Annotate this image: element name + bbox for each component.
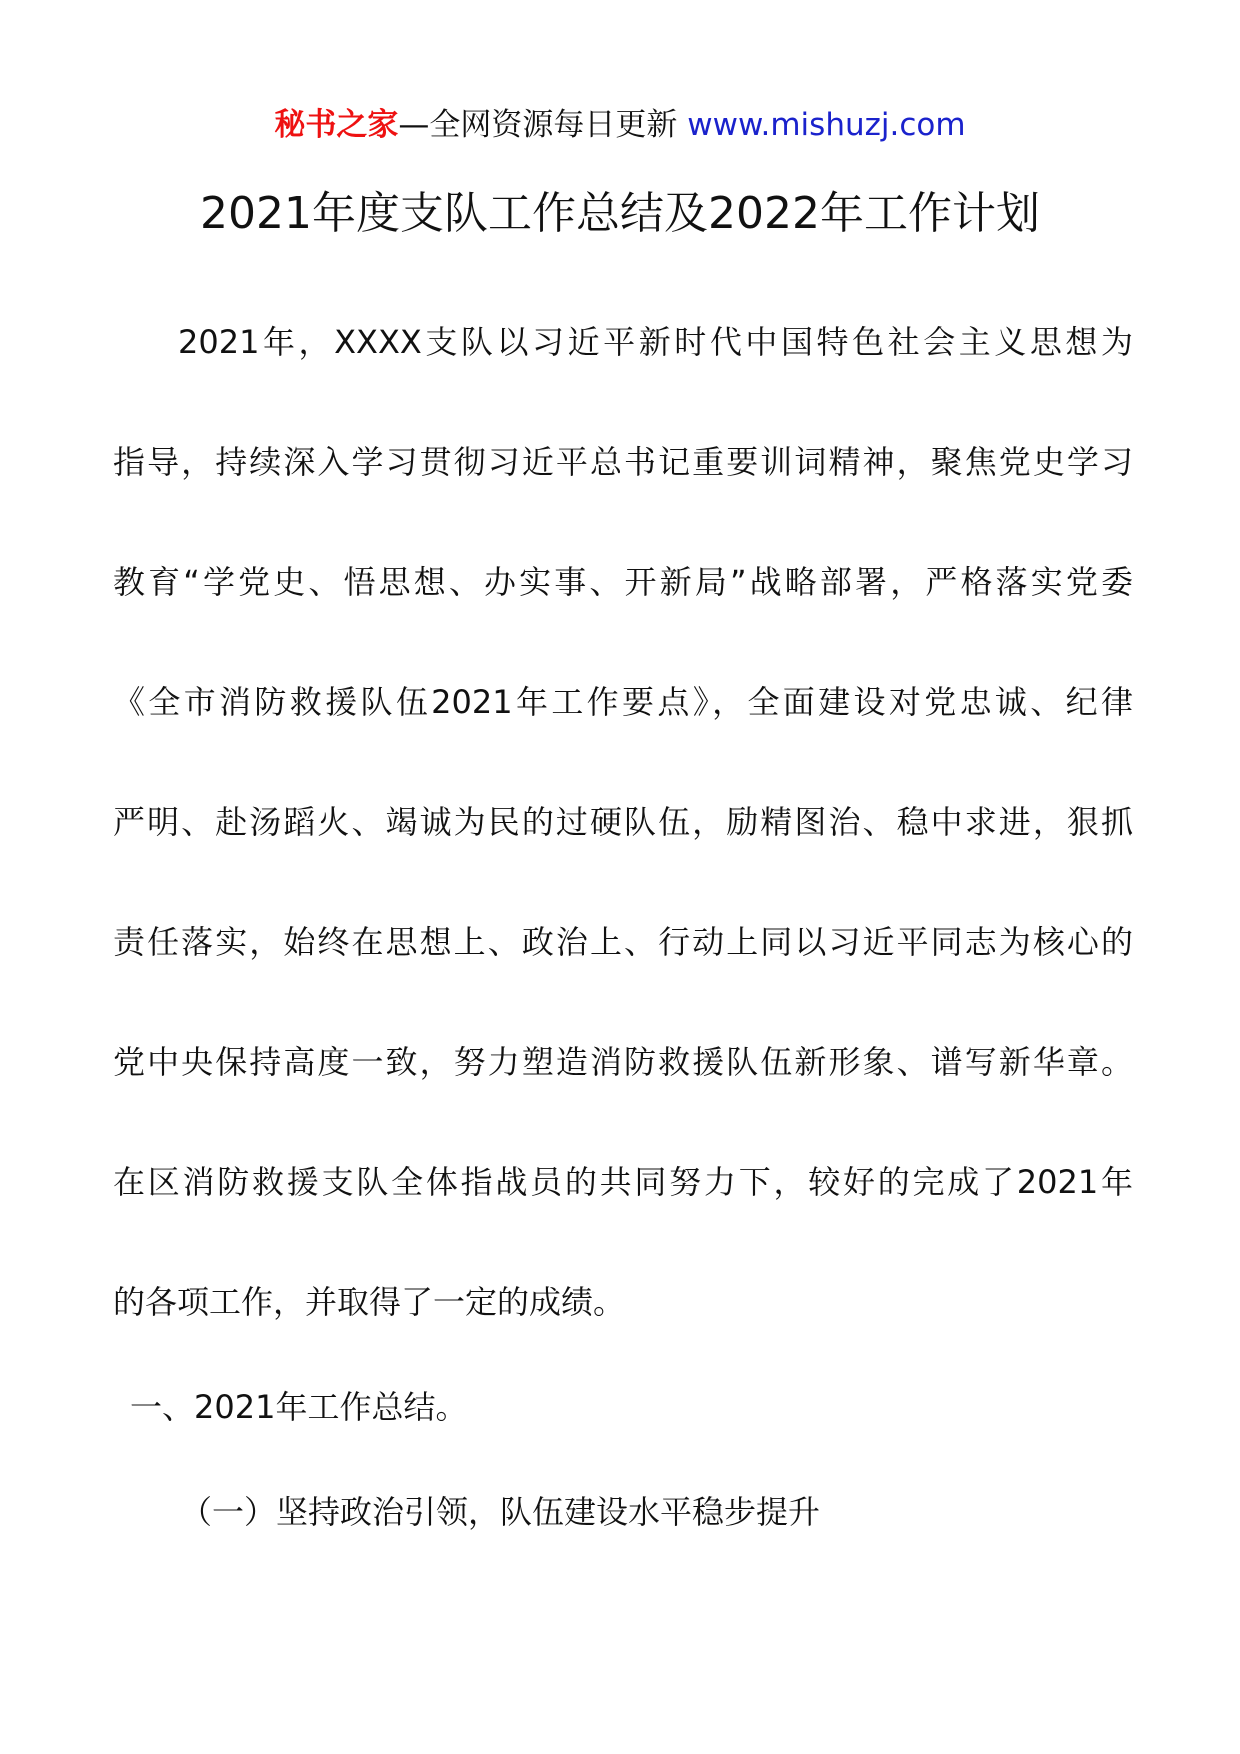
section-heading: 一、2021年工作总结。: [130, 1388, 468, 1426]
paragraph-line: 《全市消防救援队伍2021年工作要点》，全面建设对党忠诚、纪律: [113, 683, 1133, 721]
site-header: [0, 103, 1240, 147]
paragraph-line: 指导，持续深入学习贯彻习近平总书记重要训词精神，聚焦党史学习: [113, 443, 1133, 481]
paragraph-line: 在区消防救援支队全体指战员的共同努力下，较好的完成了2021年: [113, 1163, 1133, 1201]
paragraph-line: 党中央保持高度一致，努力塑造消防救援队伍新形象、谱写新华章。: [113, 1043, 1133, 1081]
paragraph-line: 严明、赴汤蹈火、竭诚为民的过硬队伍，励精图治、稳中求进，狠抓: [113, 803, 1133, 841]
site-brand: 秘书之家: [274, 107, 399, 143]
site-tagline: —全网资源每日更新: [398, 107, 678, 143]
subsection-heading: （一）坚持政治引领，队伍建设水平稳步提升: [180, 1493, 821, 1531]
document-title: 2021年度支队工作总结及2022年工作计划: [200, 188, 1040, 239]
site-url-link[interactable]: www.mishuzj.com: [687, 107, 966, 143]
paragraph-line: 教育“学党史、悟思想、办实事、开新局”战略部署，严格落实党委: [113, 563, 1133, 601]
paragraph-line: 的各项工作，并取得了一定的成绩。: [113, 1283, 626, 1321]
paragraph-line: 2021年，XXXX支队以习近平新时代中国特色社会主义思想为: [178, 323, 1133, 361]
paragraph-line: 责任落实，始终在思想上、政治上、行动上同以习近平同志为核心的: [113, 923, 1133, 961]
